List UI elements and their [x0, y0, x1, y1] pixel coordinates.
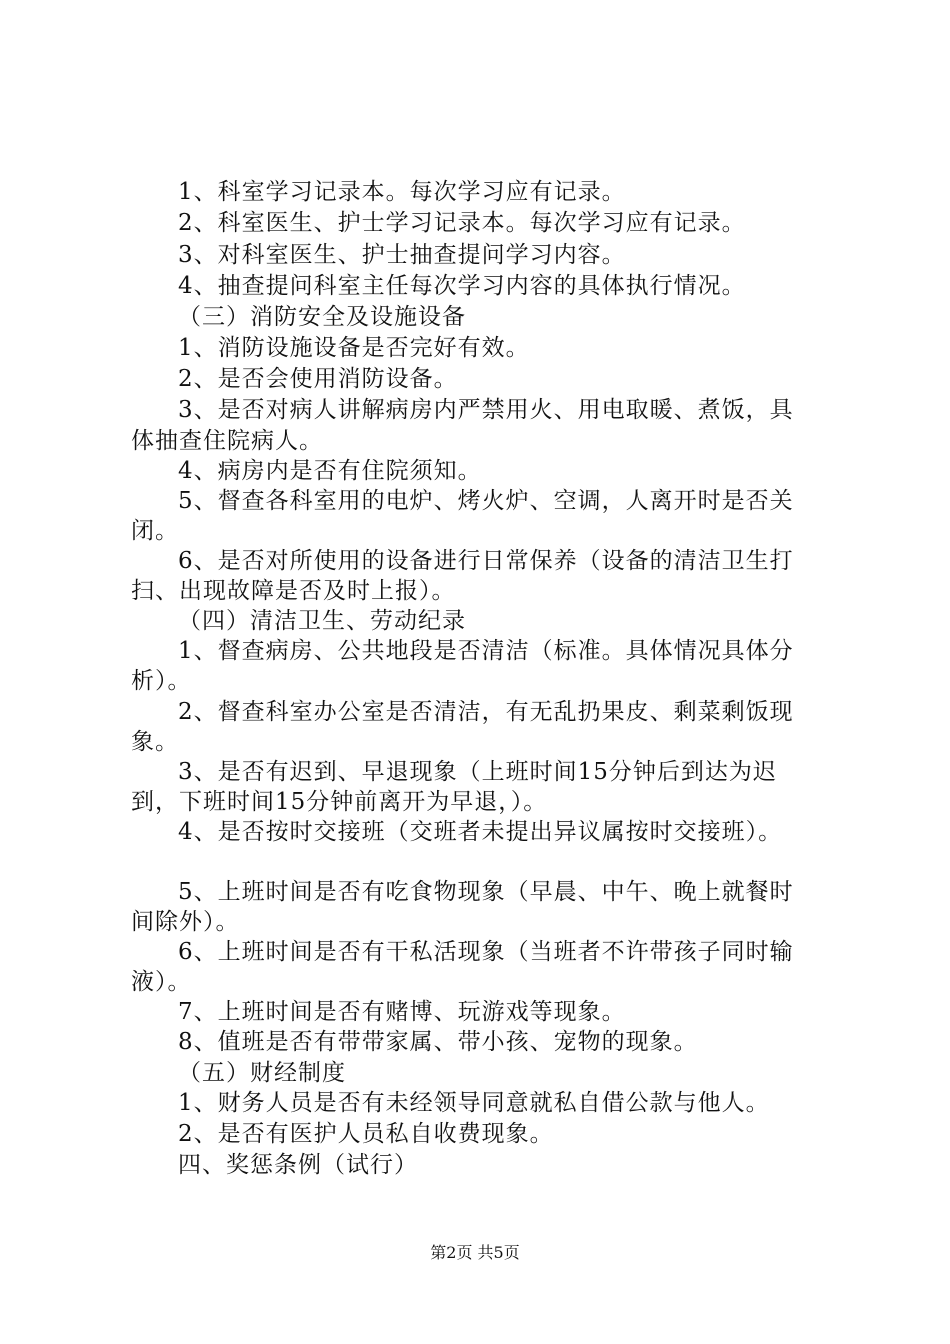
text-line: 8、值班是否有带带家属、带小孩、宠物的现象。 — [178, 1029, 698, 1055]
text-line: 2、是否会使用消防设备。 — [178, 366, 458, 392]
text-line: 7、上班时间是否有赌博、玩游戏等现象。 — [178, 999, 626, 1025]
text-line: 4、抽查提问科室主任每次学习内容的具体执行情况。 — [178, 273, 746, 299]
text-line: 4、病房内是否有住院须知。 — [178, 458, 482, 484]
section-heading: （五）财经制度 — [178, 1060, 346, 1086]
text-line: 3、是否对病人讲解病房内严禁用火、用电取暖、煮饭，具 — [178, 397, 794, 423]
text-line: 6、上班时间是否有干私活现象（当班者不许带孩子同时输 — [178, 939, 794, 965]
text-line: 1、督查病房、公共地段是否清洁（标准。具体情况具体分 — [178, 638, 794, 664]
text-line-continuation: 到，下班时间15分钟前离开为早退，）。 — [131, 789, 548, 815]
text-line: 1、财务人员是否有未经领导同意就私自借公款与他人。 — [178, 1090, 770, 1116]
text-line-continuation: 液）。 — [131, 969, 192, 995]
text-line-continuation: 象。 — [131, 729, 179, 755]
text-line: 1、消防设施设备是否完好有效。 — [178, 335, 530, 361]
text-line-continuation: 间除外）。 — [131, 909, 240, 935]
section-heading: （三）消防安全及设施设备 — [178, 304, 466, 330]
text-line-continuation: 体抽查住院病人。 — [131, 428, 323, 454]
text-line: 1、科室学习记录本。每次学习应有记录。 — [178, 179, 626, 205]
text-line: 5、上班时间是否有吃食物现象（早晨、中午、晚上就餐时 — [178, 879, 794, 905]
text-line: 2、科室医生、护士学习记录本。每次学习应有记录。 — [178, 210, 746, 236]
text-line: 2、督查科室办公室是否清洁，有无乱扔果皮、剩菜剩饭现 — [178, 699, 794, 725]
text-line: 3、是否有迟到、早退现象（上班时间15分钟后到达为迟 — [178, 759, 777, 785]
text-line: 6、是否对所使用的设备进行日常保养（设备的清洁卫生打 — [178, 548, 794, 574]
text-line-continuation: 析）。 — [131, 668, 192, 694]
section-heading: 四、奖惩条例（试行） — [178, 1152, 418, 1178]
text-line: 4、是否按时交接班（交班者未提出异议属按时交接班）。 — [178, 819, 783, 845]
section-heading: （四）清洁卫生、劳动纪录 — [178, 608, 466, 634]
text-line: 5、督查各科室用的电炉、烤火炉、空调，人离开时是否关 — [178, 488, 794, 514]
page-footer: 第2页 共5页 — [430, 1243, 520, 1262]
text-line: 3、对科室医生、护士抽查提问学习内容。 — [178, 242, 626, 268]
text-line: 2、是否有医护人员私自收费现象。 — [178, 1121, 554, 1147]
text-line-continuation: 闭。 — [131, 518, 179, 544]
text-line-continuation: 扫、出现故障是否及时上报）。 — [131, 578, 456, 604]
